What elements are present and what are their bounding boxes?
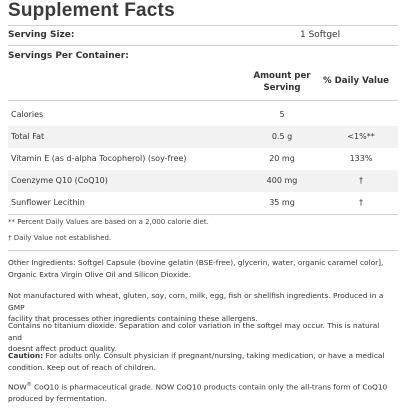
footnote-rule [8,250,398,251]
titanium-line-2: doesnt affect product quality. [8,344,117,354]
row-dv: † [359,198,363,207]
row-name: Calories [11,110,44,119]
row-dv: 133% [349,154,373,163]
dv-column-header: % Daily Value [323,76,389,86]
titanium-line-1: Contains no titanium dioxide. Separation and color variation in the softgel may occur. This is natural and [8,321,380,342]
caution-line-2: condition. Keep out of reach of children. [8,362,156,372]
table-row [8,104,398,126]
serving-size-value: 1 Softgel [300,30,341,40]
now-brand: NOW [8,382,27,392]
caution-label: Caution: [8,351,44,360]
row-name: Vitamin E (as d-alpha Tocopherol) (soy-free) [11,154,187,163]
row-name: Sunflower Lecithin [11,198,85,207]
amount-header-line-1: Amount per [253,71,311,81]
row-amount: 400 mg [266,176,298,185]
footnote-dv-not-established: † Daily Value not established. [8,234,112,242]
now-statement [8,380,393,405]
table-row [8,126,398,148]
caution-statement [8,350,393,373]
serving-size-rule [8,45,398,46]
table-row [8,170,398,192]
title-rule [8,25,398,26]
now-line-2: produced by fermentation. [8,394,107,404]
row-name: Coenzyme Q10 (CoQ10) [11,176,108,185]
table-row [8,148,398,170]
caution-line-1: For adults only. Consult physician if pregnant/nursing, taking medication, or have a medical [43,351,385,360]
row-name: Total Fat [11,132,45,141]
row-amount: 20 mg [269,154,295,163]
row-amount: 0.5 g [271,132,293,141]
row-dv: <1%** [347,132,375,141]
amount-column-header [240,70,324,94]
row-amount: 35 mg [269,198,295,207]
row-dv [324,104,398,126]
now-line-1: CoQ10 is pharmaceutical grade. NOW CoQ10 products contain only the all-trans form of CoQ10 [31,382,388,392]
footnote-calorie-diet: ** Percent Daily Values are based on a 2,000 calorie diet. [8,218,209,226]
header-rule [8,100,398,101]
table-row [8,192,398,214]
amount-header-line-2: Serving [263,83,301,93]
servings-per-container-label: Servings Per Container: [8,51,129,61]
table-bottom-rule [8,214,398,215]
other-ingredients-line-2: Organic Extra Virgin Olive Oil and Silicon Dioxide. [8,269,191,279]
registered-mark: ® [26,382,32,388]
other-ingredients-line-1: Other Ingredients: Softgel Capsule (bovine gelatin (BSE-free), glycerin, water, organic caramel color], [8,258,384,267]
row-dv: † [359,176,363,185]
other-ingredients [8,257,393,280]
serving-size-label: Serving Size: [8,30,75,40]
allergen-line-2: facility that processes other ingredients containing these allergens. [8,314,258,324]
allergen-line-1: Not manufactured with wheat, gluten, soy, corn, milk, egg, fish or shellfish ingredients. Produced in a GMP [8,291,384,312]
row-amount: 5 [279,110,285,119]
panel-title: Supplement Facts [8,0,175,21]
